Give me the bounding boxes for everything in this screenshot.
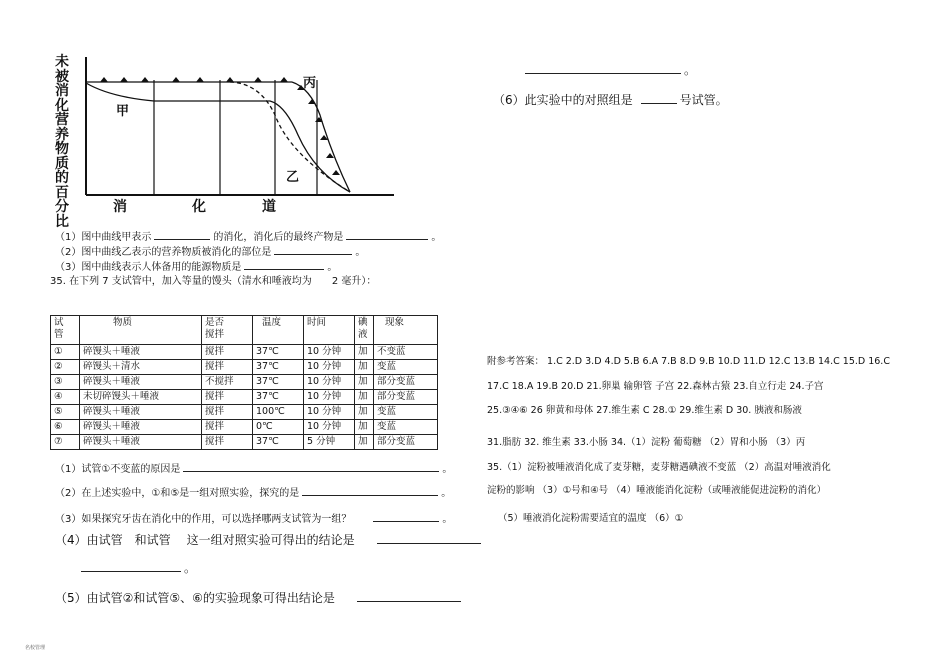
y-label-char: 养 <box>55 126 69 143</box>
blank <box>373 520 439 522</box>
y-axis-label <box>54 55 70 229</box>
table-cell: 部分变蓝 <box>374 375 438 390</box>
table-cell: ④ <box>51 390 80 405</box>
q35-s2: （2）在上述实验中，①和⑤是一组对照实验，探究的是 。 <box>55 488 452 499</box>
answer-line-1: 附参考答案： 1.C 2.D 3.D 4.D 5.B 6.A 7.B 8.D 9.B 10.D 11.D 12.C 13.B 14.C 15.D 16.C <box>487 356 890 367</box>
table-cell: ⑤ <box>51 405 80 420</box>
answer-line-4: 31.脂肪 32. 维生素 33.小肠 34.（1）淀粉 葡萄糖 （2）胃和小肠 （3）丙 <box>487 437 806 448</box>
table-cell: 变蓝 <box>374 420 438 435</box>
experiment-table <box>50 315 438 450</box>
header-stir: 是否 搅拌 <box>202 316 253 345</box>
table-cell: ① <box>51 345 80 360</box>
table-cell: 37℃ <box>253 390 304 405</box>
table-cell: 100℃ <box>253 405 304 420</box>
table-cell: 加 <box>355 375 374 390</box>
table-cell: 部分变蓝 <box>374 435 438 450</box>
blank <box>183 470 439 472</box>
table-cell: 10 分钟 <box>304 405 355 420</box>
table-cell: 加 <box>355 360 374 375</box>
table-cell: 搅拌 <box>202 360 253 375</box>
table-cell: ② <box>51 360 80 375</box>
table-cell: 搅拌 <box>202 405 253 420</box>
table-cell: 加 <box>355 420 374 435</box>
table-cell: 搅拌 <box>202 435 253 450</box>
blank <box>302 494 438 496</box>
curve-bing <box>292 82 350 192</box>
table-cell: 37℃ <box>253 345 304 360</box>
x-label-1: 消 <box>113 199 127 215</box>
right-top-blank: 。 <box>522 61 696 78</box>
table-cell: 加 <box>355 435 374 450</box>
header-iodine: 碘 液 <box>355 316 374 345</box>
table-cell: 不搅拌 <box>202 375 253 390</box>
blank <box>154 238 210 240</box>
x-label-3: 道 <box>262 199 276 215</box>
table-cell: 碎馒头＋清水 <box>80 360 202 375</box>
table-cell: 碎馒头＋唾液 <box>80 405 202 420</box>
y-label-char: 被 <box>55 68 69 85</box>
table-cell: 碎馒头＋唾液 <box>80 375 202 390</box>
table-cell: 搅拌 <box>202 390 253 405</box>
table-row <box>51 435 438 450</box>
table-row <box>51 405 438 420</box>
table-row <box>51 390 438 405</box>
y-label-char: 分 <box>55 199 69 215</box>
blank <box>525 72 681 74</box>
answer-line-2: 17.C 18.A 19.B 20.D 21.卵巢 输卵管 子宫 22.森林古猿 23.自立行走 24.子宫 <box>487 381 824 392</box>
table-cell: 37℃ <box>253 435 304 450</box>
header-temp: 温度 <box>253 316 304 345</box>
table-header <box>51 316 438 345</box>
table-row <box>51 360 438 375</box>
y-label-char: 物 <box>55 141 69 157</box>
y-label-char: 未 <box>55 54 69 70</box>
blank <box>641 102 677 104</box>
q35-intro: 35. 在下列 7 支试管中，加入等量的馒头（清水和唾液均为 2 毫升）： <box>50 276 377 287</box>
table-cell: 0℃ <box>253 420 304 435</box>
answer-line-6: 淀粉的影响 （3）①号和④号 （4）唾液能消化淀粉（或唾液能促进淀粉的消化） <box>487 485 827 496</box>
blank <box>81 570 181 572</box>
y-label-char: 化 <box>55 97 69 114</box>
table-row <box>51 345 438 360</box>
table-cell: 搅拌 <box>202 345 253 360</box>
table-cell: ③ <box>51 375 80 390</box>
blank <box>244 268 324 270</box>
table-cell: 10 分钟 <box>304 420 355 435</box>
y-label-char: 消 <box>55 83 69 99</box>
table-cell: 搅拌 <box>202 420 253 435</box>
header-result: 现象 <box>374 316 438 345</box>
blank <box>357 600 461 602</box>
table-cell: 10 分钟 <box>304 390 355 405</box>
q35-s3: （3）如果探究牙齿在消化中的作用，可以选择哪两支试管为一组？ 。 <box>55 514 453 525</box>
table-cell: 10 分钟 <box>304 375 355 390</box>
q35-s4-cont: 。 <box>78 559 196 576</box>
table-cell: 碎馒头＋唾液 <box>80 435 202 450</box>
answer-line-5: 35.（1）淀粉被唾液消化成了麦芽糖，麦芽糖遇碘液不变蓝 （2）高温对唾液消化 <box>487 462 831 473</box>
q34-line1: （1）图中曲线甲表示 的消化，消化后的最终产物是 。 <box>55 232 442 243</box>
answer-line-3: 25.③④⑥ 26 卵黄和母体 27.维生素 C 28.① 29.维生素 D 30. 胰液和肠液 <box>487 405 802 416</box>
table-cell: 部分变蓝 <box>374 390 438 405</box>
table-row <box>51 420 438 435</box>
y-label-char: 质 <box>55 155 69 172</box>
blank <box>274 253 352 255</box>
header-time: 时间 <box>304 316 355 345</box>
table-cell: 10 分钟 <box>304 345 355 360</box>
header-substance: 物质 <box>80 316 202 345</box>
q35-s5: （5）由试管②和试管⑤、⑥的实验现象可得出结论是 <box>55 589 464 606</box>
y-label-char: 的 <box>55 170 69 186</box>
table-cell: 10 分钟 <box>304 360 355 375</box>
table-cell: ⑦ <box>51 435 80 450</box>
q34-line2: （2）图中曲线乙表示的营养物质被消化的部位是 。 <box>55 247 366 258</box>
footer-text: 名校管理 <box>25 645 46 651</box>
header-tube: 试 管 <box>51 316 80 345</box>
blank <box>377 542 481 544</box>
table-cell: 变蓝 <box>374 405 438 420</box>
table-cell: 变蓝 <box>374 360 438 375</box>
table-cell: 5 分钟 <box>304 435 355 450</box>
table-cell: 加 <box>355 405 374 420</box>
q35-s4: （4）由试管 和试管 这一组对照实验可得出的结论是 <box>55 531 484 548</box>
curve-label-bing: 丙 <box>303 76 317 91</box>
curve-label-jia: 甲 <box>116 104 130 119</box>
table-cell: 加 <box>355 390 374 405</box>
table-cell: 碎馒头＋唾液 <box>80 420 202 435</box>
y-label-char: 百 <box>55 184 69 201</box>
table-cell: 37℃ <box>253 360 304 375</box>
q35-s6: （6）此实验中的对照组是 号试管。 <box>493 93 728 107</box>
table-cell: 加 <box>355 345 374 360</box>
table-cell: 未切碎馒头＋唾液 <box>80 390 202 405</box>
curve-label-yi: 乙 <box>286 170 300 185</box>
digestion-chart <box>70 55 400 205</box>
y-label-char: 营 <box>55 112 69 128</box>
q34-line3: （3）图中曲线表示人体备用的能源物质是 。 <box>55 262 338 273</box>
table-cell: 碎馒头＋唾液 <box>80 345 202 360</box>
y-label-char: 比 <box>55 213 69 230</box>
q35-s1: （1）试管①不变蓝的原因是 。 <box>55 464 453 475</box>
table-cell: 不变蓝 <box>374 345 438 360</box>
table-row <box>51 375 438 390</box>
blank <box>346 238 428 240</box>
x-label-2: 化 <box>192 199 206 215</box>
table-cell: 37℃ <box>253 375 304 390</box>
answer-line-7: （5）唾液消化淀粉需要适宜的温度 （6）① <box>498 513 684 524</box>
table-cell: ⑥ <box>51 420 80 435</box>
